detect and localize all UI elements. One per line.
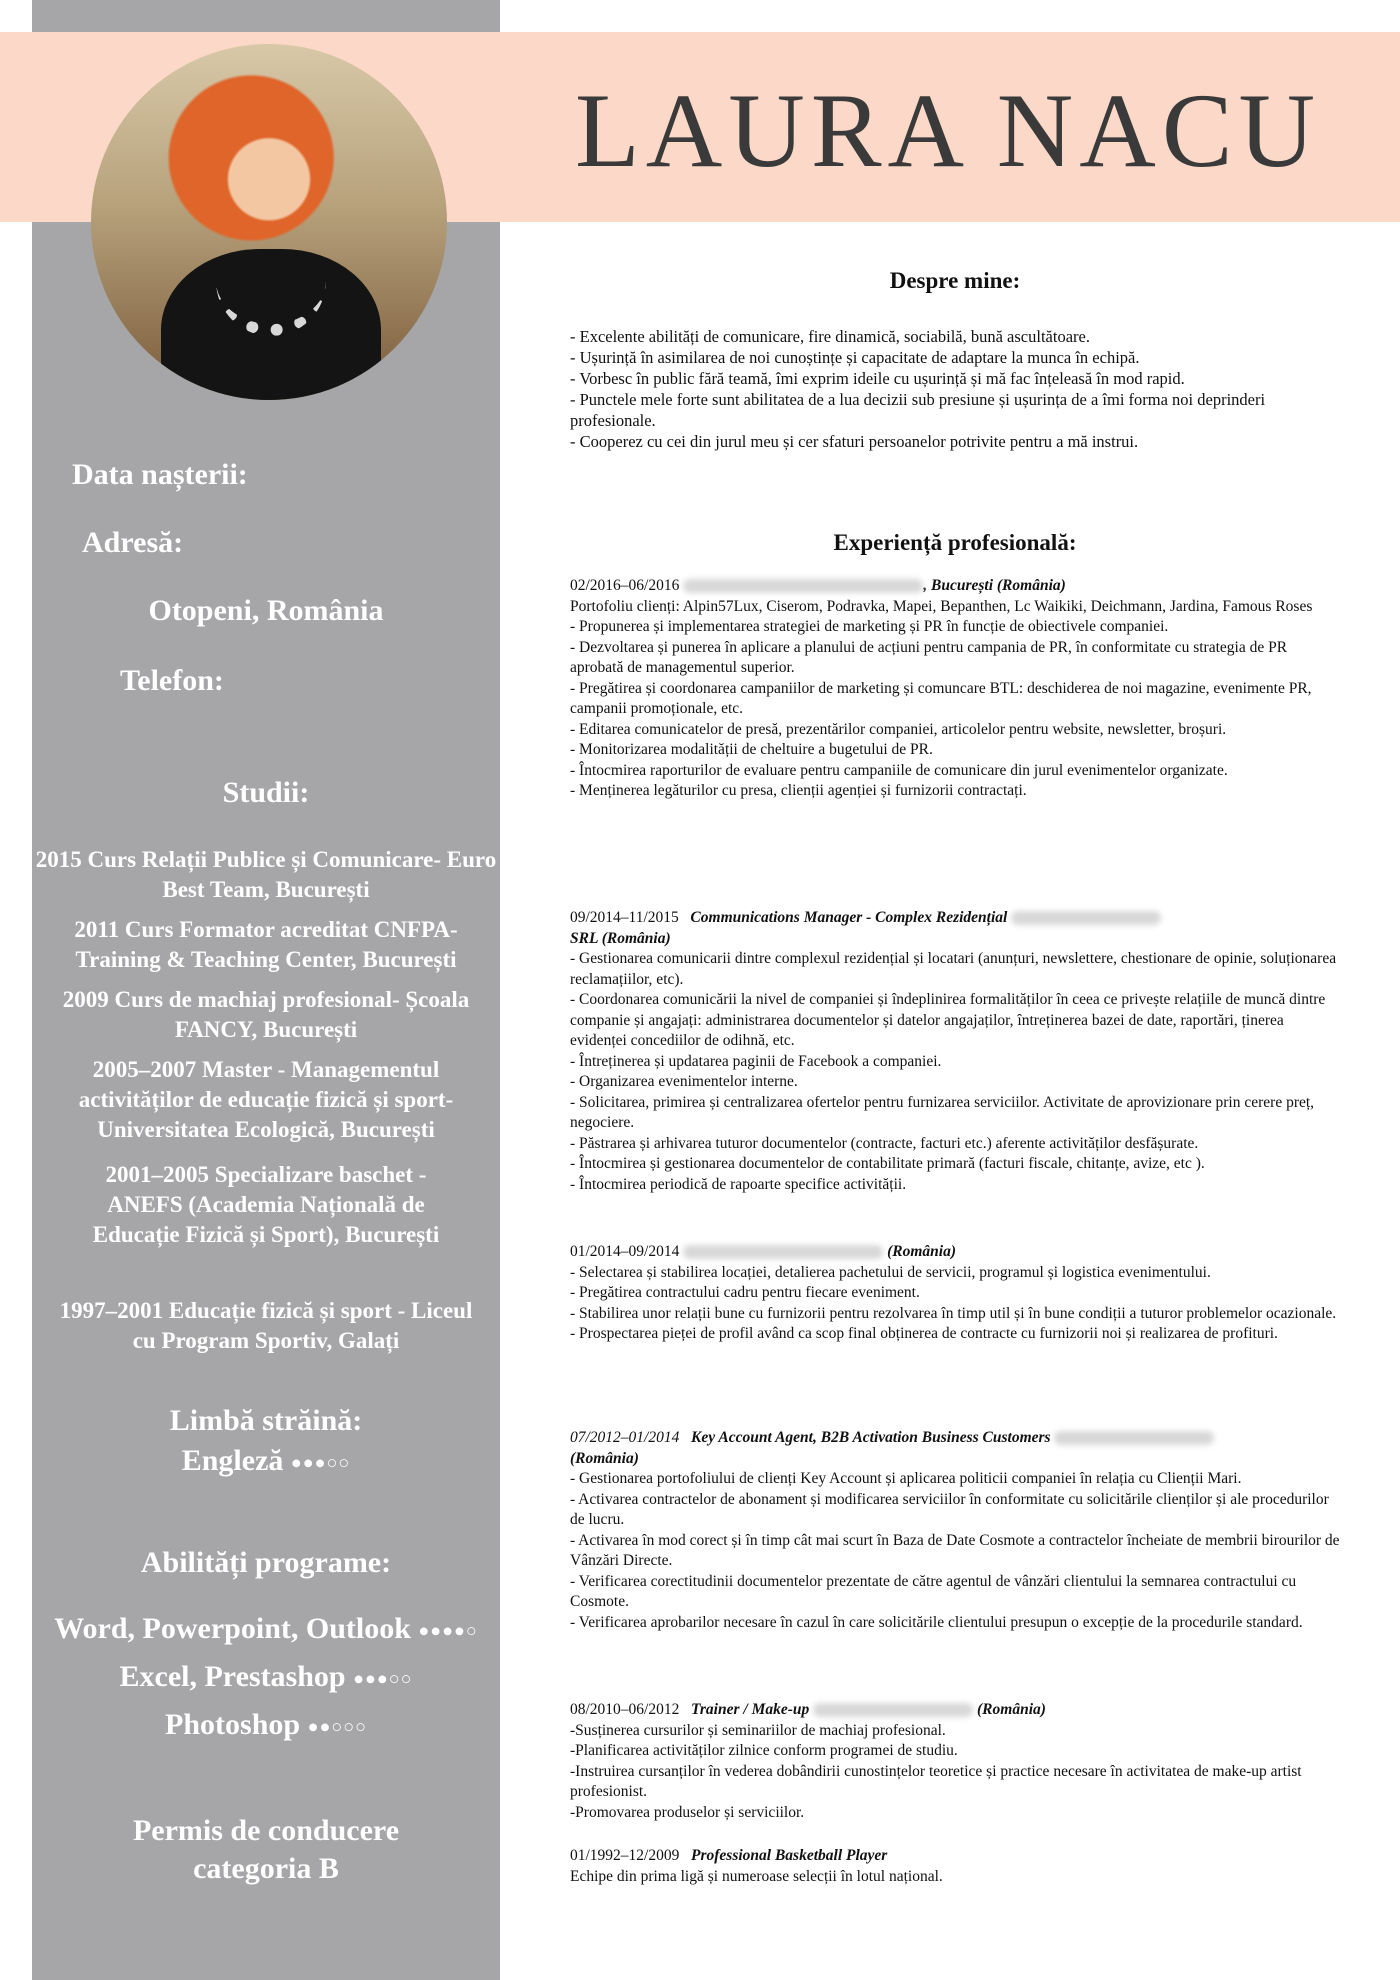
- job-period: 07/2012–01/2014: [570, 1429, 680, 1446]
- software-row: [32, 1660, 500, 1694]
- job-line: - Prospectarea pieței de profil având ca scop final obținerea de contracte cu furnizorii noi și realizarea de profituri.: [570, 1325, 1278, 1342]
- redacted-company: [1011, 911, 1161, 925]
- software-row: [32, 1612, 500, 1646]
- about-line: - Cooperez cu cei din jurul meu și cer sfaturi persoanelor potrivite pentru a mă instrui.: [570, 432, 1139, 451]
- study-item: 1997–2001 Educație fizică și sport - Liceul cu Program Sportiv, Galați: [59, 1298, 473, 1353]
- study-item: 2015 Curs Relații Publice și Comunicare- Euro Best Team, București: [35, 847, 497, 902]
- license-line-2: categoria B: [193, 1852, 339, 1885]
- job-header: [570, 908, 1340, 929]
- software-name: Excel, Prestashop: [119, 1660, 346, 1693]
- job-role-continued: SRL (România): [570, 929, 671, 947]
- job-line: - Coordonarea comunicării la nivel de companiei și îndeplinirea formalităților în ceea ce privește relațiile de muncă dintre companie și angajați: administrarea documentelor și datelor angajaților, întreținerea bazei de date, raportări, ținerea evidenței concediilor de odihnă, etc.: [570, 991, 1326, 1049]
- birth-label: Data nașterii:: [72, 458, 248, 491]
- job-entry: [570, 1700, 1340, 1823]
- job-line: - Dezvoltarea și punerea în aplicare a planului de acțiuni pentru campania de PR, în conformitate cu strategia de PR: [570, 638, 1288, 656]
- address-label: Adresă:: [82, 526, 184, 559]
- job-line: - Întocmirea periodică de rapoarte specifice activității.: [570, 1175, 907, 1193]
- job-role: Professional Basketball Player: [691, 1847, 888, 1864]
- language-label: Limbă străină:: [169, 1404, 363, 1437]
- job-line: - Verificarea aprobarilor necesare în cazul în care solicitările clientului presupun o excepție de la procedurile standard.: [570, 1613, 1303, 1631]
- study-item: 2011 Curs Formator acreditat CNFPA- Training & Teaching Center, București: [74, 917, 458, 972]
- job-header: [570, 1700, 1340, 1721]
- job-line: -Promovarea produselor și serviciilor.: [570, 1803, 805, 1821]
- study-item: 2001–2005 Specializare baschet - ANEFS (Academia Națională de Educație Fizică și Sport), București: [92, 1162, 440, 1247]
- software-label: Abilități programe:: [140, 1546, 392, 1579]
- job-entry: [570, 908, 1340, 1195]
- job-header: [570, 1428, 1340, 1449]
- job-line: -Susținerea cursurilor și seminariilor de machiaj profesional.: [570, 1721, 946, 1739]
- job-period: 02/2016–06/2016: [570, 577, 680, 594]
- profile-photo: [91, 44, 447, 400]
- job-entry: [570, 576, 1340, 802]
- about-title: Despre mine:: [889, 268, 1021, 293]
- redacted-company: [1054, 1431, 1214, 1445]
- job-role: (România): [887, 1243, 957, 1260]
- language-value: Engleză: [181, 1444, 284, 1477]
- job-period: 01/2014–09/2014: [570, 1243, 680, 1260]
- job-line: - Organizarea evenimentelor interne.: [570, 1073, 798, 1090]
- job-line: - Verificarea corectitudinii documentelor prezentate de către agentul de vânzări clientului la semnarea contractului cu Cosmote.: [570, 1572, 1297, 1610]
- job-line: - Menținerea legăturilor cu presa, clienții agenției și furnizorii contractați.: [570, 782, 1027, 799]
- job-line: - Întocmirea raporturilor de evaluare pentru campaniile de comunicare din jurul evenimentelor organizate.: [570, 761, 1228, 779]
- job-role: Communications Manager - Complex Rezidențial: [690, 909, 1008, 926]
- job-line: - Pregătirea contractului cadru pentru fiecare eveniment.: [570, 1284, 920, 1301]
- job-line: -Planificarea activităților zilnice conform programei de studiu.: [570, 1742, 958, 1759]
- job-line: - Gestionarea comunicarii dintre complexul rezidențial și locatari (anunțuri, newslettere, chestionare de opinie, soluționarea reclamațiilor, etc).: [570, 950, 1337, 988]
- job-line: - Selectarea și stabilirea locației, detalierea pachetului de servicii, programul și logistica evenimentului.: [570, 1263, 1211, 1281]
- job-line: - Solicitarea, primirea și centralizarea ofertelor pentru furnizarea serviciilor. Activitate de aprovizionare prin cerere preț, negociere.: [570, 1093, 1315, 1131]
- job-line: - Activarea contractelor de abonament și modificarea serviciilor în conformitate cu solicitările clienților și ale procedurilor de lucru.: [570, 1490, 1329, 1528]
- study-item: 2009 Curs de machiaj profesional- Școala FANCY, București: [62, 987, 470, 1042]
- redacted-company: [683, 579, 923, 593]
- software-row: [32, 1708, 500, 1742]
- job-line: - Întocmirea și gestionarea documentelor de contabilitate primară (facturi fiscale, chitanțe, avize, etc ).: [570, 1155, 1205, 1172]
- job-line: - Propunerea și implementarea strategiei de marketing și PR în funcție de obiectivele companiei.: [570, 618, 1169, 635]
- person-name: LAURA NACU: [575, 72, 1322, 189]
- software-level-dots: ●●○○○: [307, 1716, 367, 1737]
- job-role: Key Account Agent, B2B Activation Business Customers: [691, 1429, 1051, 1446]
- about-line: - Punctele mele forte sunt abilitatea de a lua decizii sub presiune și ușurința de a îmi forma noi deprinderi profesionale.: [570, 390, 1266, 430]
- job-header: [570, 1242, 1340, 1263]
- redacted-company: [813, 1703, 973, 1717]
- job-period: 09/2014–11/2015: [570, 909, 679, 926]
- study-item: 2005–2007 Master - Managementul activităților de educație fizică și sport- Universitatea Ecologică, București: [78, 1057, 454, 1142]
- software-name: Word, Powerpoint, Outlook: [54, 1612, 411, 1645]
- address-value: Otopeni, România: [148, 594, 384, 627]
- about-line: - Ușurință în asimilarea de noi cunoștințe și capacitate de adaptare la munca în echipă.: [570, 348, 1140, 367]
- job-entry: [570, 1428, 1340, 1633]
- job-line: aprobată de managementul superior.: [570, 659, 795, 676]
- job-line: Portofoliu clienți: Alpin57Lux, Ciserom, Podravka, Mapei, Bepanthen, Lc Waikiki, Deichmann, Jardina, Famous Roses: [570, 597, 1313, 615]
- job-period: 01/1992–12/2009: [570, 1847, 680, 1864]
- software-level-dots: ●●●○○: [353, 1668, 413, 1689]
- software-level-dots: ●●●●○: [418, 1620, 478, 1641]
- job-line: - Editarea comunicatelor de presă, prezentărilor companiei, articolelor pentru website, newsletter, broșuri.: [570, 720, 1227, 738]
- job-header: [570, 1846, 1340, 1867]
- about-text: [570, 326, 1340, 452]
- job-entry: [570, 1846, 1340, 1887]
- job-entry: [570, 1242, 1340, 1345]
- job-line: Echipe din prima ligă și numeroase selecții în lotul național.: [570, 1867, 943, 1885]
- job-period: 08/2010–06/2012: [570, 1701, 680, 1718]
- phone-label: Telefon:: [120, 664, 224, 697]
- job-line: - Activarea în mod corect și în timp cât mai scurt în Baza de Date Cosmote a contractelor încheiate de membrii birourilor de Vânzări Directe.: [570, 1531, 1340, 1569]
- job-line: - Monitorizarea modalității de cheltuire a bugetului de PR.: [570, 741, 933, 758]
- studies-label: Studii:: [222, 776, 310, 809]
- job-role-suffix: (România): [977, 1701, 1046, 1718]
- experience-title: Experiență profesională:: [833, 530, 1077, 555]
- about-line: - Vorbesc în public fără teamă, îmi exprim ideile cu ușurință și mă fac înțeleasă în mod rapid.: [570, 369, 1185, 388]
- language-level-dots: ●●●○○: [290, 1452, 351, 1473]
- software-name: Photoshop: [165, 1708, 301, 1741]
- job-line: - Întreținerea și updatarea paginii de Facebook a companiei.: [570, 1052, 942, 1070]
- job-line: -Instruirea cursanților în vederea dobândirii cunostințelor teoretice și practice necesare în activitatea de make-up artist profesionist.: [570, 1762, 1302, 1800]
- job-line: - Pregătirea și coordonarea campaniilor de marketing și comuncare BTL: deschiderea de noi magazine, evenimente PR, campanii promoționale, etc.: [570, 679, 1312, 717]
- redacted-company: [683, 1245, 883, 1259]
- license-line-1: Permis de conducere: [132, 1814, 400, 1847]
- job-line: - Păstrarea și arhivarea tuturor documentelor (contracte, facturi etc.) aferente activităților desfășurate.: [570, 1134, 1199, 1152]
- language-row: [32, 1444, 500, 1478]
- job-role-continued: (România): [570, 1449, 639, 1467]
- about-line: - Excelente abilități de comunicare, fire dinamică, sociabilă, bună ascultătoare.: [570, 327, 1090, 346]
- job-role: Trainer / Make-up: [691, 1701, 810, 1718]
- job-line: - Gestionarea portofoliului de clienți Key Account și aplicarea politicii companiei în relația cu Clienții Mari.: [570, 1470, 1242, 1487]
- job-line: - Stabilirea unor relații bune cu furnizorii pentru rezolvarea în timp util și în bune condiții a tuturor problemelor ocazionale.: [570, 1304, 1337, 1322]
- job-header: [570, 576, 1340, 597]
- job-role: , București (România): [923, 577, 1066, 594]
